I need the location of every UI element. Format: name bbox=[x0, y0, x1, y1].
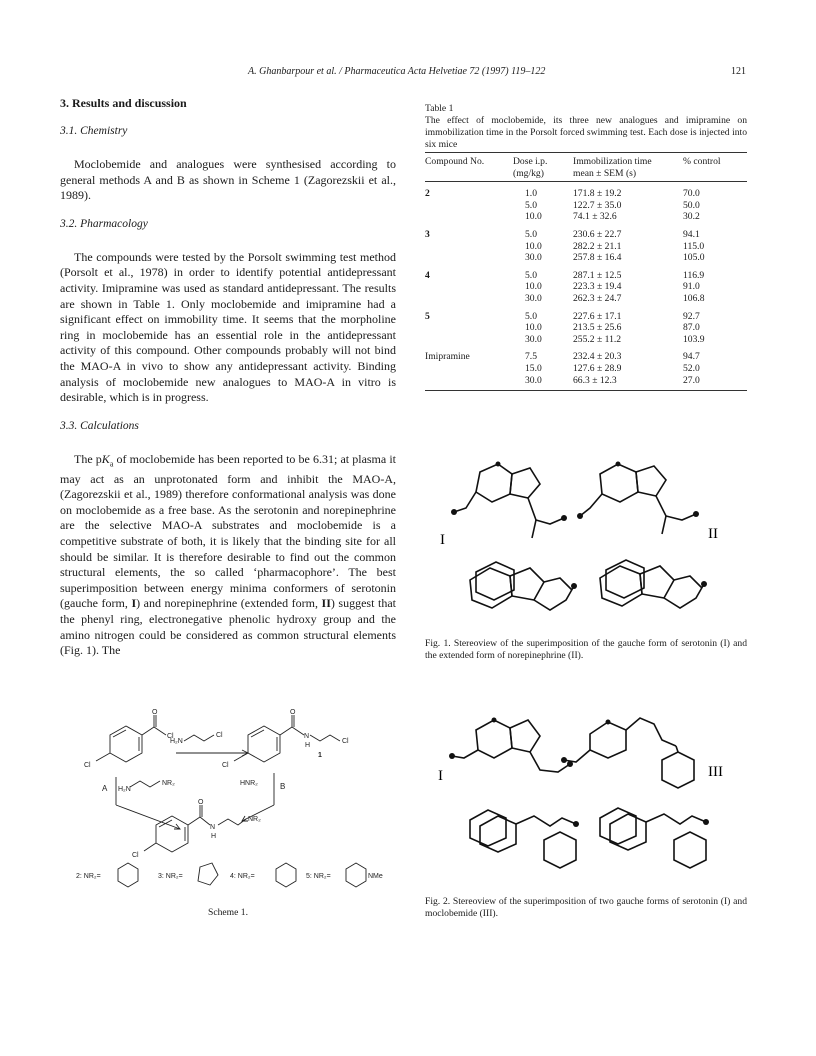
header-control: % control bbox=[683, 153, 747, 168]
dose-cell: 10.0 bbox=[525, 240, 542, 252]
fig1-ring bbox=[510, 568, 544, 600]
section-heading-results: 3. Results and discussion bbox=[60, 96, 187, 110]
fig1-atom bbox=[577, 513, 583, 519]
fig2-ring bbox=[480, 816, 516, 852]
paragraph-chemistry: Moclobemide and analogues were synthesised according to general methods A and B as shown in Scheme 1 (Zagorezskii et al., 1989). bbox=[60, 157, 396, 203]
fig2-ring bbox=[662, 752, 694, 788]
fig2-ring bbox=[590, 722, 626, 758]
subsection-heading-chemistry: 3.1. Chemistry bbox=[60, 125, 128, 137]
control-cell: 91.0 bbox=[683, 281, 700, 293]
scheme-bond bbox=[184, 735, 214, 741]
table-row bbox=[425, 334, 747, 346]
fig2-ring bbox=[600, 808, 636, 844]
scheme-bond bbox=[154, 727, 166, 735]
running-header bbox=[0, 66, 816, 82]
scheme-atom-O: O bbox=[198, 799, 204, 806]
scheme-bond bbox=[96, 753, 110, 761]
control-cell: 87.0 bbox=[683, 322, 700, 334]
control-cell: 106.8 bbox=[683, 292, 705, 304]
time-cell: 171.8 ± 19.2 bbox=[573, 188, 622, 200]
fig1-ring bbox=[600, 464, 638, 502]
scheme-nr2: NR₂ bbox=[248, 816, 261, 823]
scheme-atom-O: O bbox=[152, 709, 158, 716]
scheme-reagent-A: H₂N bbox=[118, 786, 131, 793]
scheme-bond bbox=[188, 817, 200, 825]
scheme-bond bbox=[310, 735, 340, 741]
calc-text-part: of moclobemide has been reported to be 6.31; at plasma it may act as an unprotonated form and inhibit the MAO-A, (Zagorezskii et al., 1989) therefore conformational analysis was done on moclobemide as a free base. As the serotonin and norepinephrine are the selective MAO-A substrates and moclobemide is a competitive substrate of both, it is likely that the binding site for all should be similar. It is therefore desirable to find out the common structural elements, the so called ‘pharmacophore’. The best superimposition between energy minima conformers of serotonin (gauche form, bbox=[60, 451, 397, 611]
time-cell: 122.7 ± 35.0 bbox=[573, 199, 622, 211]
control-cell: 115.0 bbox=[683, 240, 705, 252]
time-cell: 227.6 ± 17.1 bbox=[573, 310, 622, 322]
table-row bbox=[425, 281, 747, 293]
dose-cell: 30.0 bbox=[525, 252, 542, 264]
scheme-nme: NMe bbox=[368, 873, 383, 880]
fig2-atom bbox=[561, 757, 567, 763]
time-cell: 255.2 ± 11.2 bbox=[573, 333, 622, 345]
control-cell: 103.9 bbox=[683, 333, 705, 345]
scheme-bond bbox=[142, 727, 154, 735]
scheme-atom-N: N bbox=[304, 733, 310, 740]
fig1-ring bbox=[476, 562, 514, 600]
header-dose: Dose i.p. bbox=[513, 153, 573, 168]
dose-cell: 1.0 bbox=[525, 188, 537, 200]
calc-text-part: ) and norepinephrine (extended form, bbox=[136, 596, 322, 611]
scheme-reagent-B: HNR₂ bbox=[240, 780, 258, 787]
scheme-benzene-ring bbox=[248, 726, 280, 762]
dose-cell: 5.0 bbox=[525, 199, 537, 211]
time-cell: 127.6 ± 28.9 bbox=[573, 362, 622, 374]
fig1-bond bbox=[662, 516, 666, 534]
dose-cell: 10.0 bbox=[525, 322, 542, 334]
fig2-bond bbox=[646, 814, 706, 824]
fig2-ring bbox=[510, 720, 540, 752]
fig1-label-II: II bbox=[708, 526, 718, 542]
time-cell: 223.3 ± 19.4 bbox=[573, 281, 622, 293]
fig1-atom bbox=[693, 511, 699, 517]
fig2-atom bbox=[703, 819, 709, 825]
compound-no: 4 bbox=[425, 269, 430, 281]
table-row bbox=[425, 305, 747, 323]
dose-cell: 5.0 bbox=[525, 269, 537, 281]
table-row bbox=[425, 200, 747, 212]
scheme-atom-Cl: Cl bbox=[222, 762, 229, 769]
paragraph-calculations bbox=[60, 452, 396, 659]
fig1-bond bbox=[544, 578, 572, 590]
page-number: 121 bbox=[731, 66, 746, 77]
fig2-ring bbox=[470, 810, 506, 846]
fig2-atom bbox=[573, 821, 579, 827]
control-cell: 27.0 bbox=[683, 375, 747, 391]
time-cell: 262.3 ± 24.7 bbox=[573, 292, 622, 304]
fig1-atom bbox=[571, 583, 577, 589]
scheme-atom-N: N bbox=[210, 824, 216, 831]
fig2-label-III: III bbox=[708, 764, 723, 780]
fig1-ring bbox=[606, 560, 644, 598]
fig2-ring bbox=[610, 814, 646, 850]
fig2-ring bbox=[544, 832, 576, 868]
scheme-atom-H: H bbox=[211, 833, 217, 840]
fig1-bond bbox=[656, 496, 696, 520]
scheme-bond bbox=[251, 730, 264, 737]
figure1-stereoview bbox=[440, 450, 740, 630]
paragraph-pharmacology: The compounds were tested by the Porsolt swimming test method (Porsolt et al., 1978) in order to identify potential antidepressant activity. Imipramine was used as standard antidepressant. The results are shown in Table 1. Only moclobemide and imipramine had a significant effect on immobility time. It seems that the morpholine ring in moclobemide has an essential role in the antidepressant activity of this compound. Other compounds probably will not bind the MAO-A in vivo to show any antidepressant activity. Binding analysis of moclobemide new analogues to MAO-A in vitro is desirable, which is in progress. bbox=[60, 249, 396, 405]
header-compound: Compound No. bbox=[425, 153, 513, 168]
control-cell: 30.2 bbox=[683, 211, 700, 223]
scheme-bond bbox=[292, 727, 304, 735]
time-cell: 66.3 ± 12.3 bbox=[573, 375, 683, 391]
fig1-label-I: I bbox=[440, 532, 445, 548]
morpholine-ring bbox=[118, 863, 138, 887]
control-cell: 94.7 bbox=[683, 351, 700, 363]
calc-text-part: ) suggest that the phenyl ring, electronegative phenolic hydroxy group and the amino nitrogen could be considered as common structural elements (Fig. 1). The bbox=[60, 596, 396, 658]
control-cell: 92.7 bbox=[683, 310, 700, 322]
scheme1-label: Scheme 1. bbox=[208, 907, 248, 918]
scheme-compound-1: 1 bbox=[318, 752, 322, 759]
dose-cell: 15.0 bbox=[525, 362, 542, 374]
calc-ref-II: II bbox=[321, 596, 331, 611]
scheme-atom-Cl: Cl bbox=[132, 852, 139, 859]
compound-no: 5 bbox=[425, 310, 430, 322]
table-row bbox=[425, 223, 747, 241]
time-cell: 232.4 ± 20.3 bbox=[573, 351, 622, 363]
control-cell: 116.9 bbox=[683, 269, 705, 281]
methylpiperazine-ring bbox=[346, 863, 366, 887]
fig2-atom bbox=[567, 761, 573, 767]
header-dose-unit: (mg/kg) bbox=[513, 168, 573, 182]
fig2-bond bbox=[626, 718, 676, 746]
scheme-atom-Cl: Cl bbox=[84, 762, 91, 769]
scheme-bond bbox=[280, 727, 292, 735]
scheme-atom-O: O bbox=[290, 709, 296, 716]
subsection-heading-pharmacology: 3.2. Pharmacology bbox=[60, 217, 148, 230]
calc-text-part: The p bbox=[74, 451, 102, 466]
header-immobilization-unit: mean ± SEM (s) bbox=[573, 168, 683, 182]
time-cell: 213.5 ± 25.6 bbox=[573, 322, 622, 334]
fig1-bond bbox=[454, 492, 476, 512]
fig2-bond bbox=[564, 750, 590, 762]
fig1-atom bbox=[616, 462, 621, 467]
table1-caption-text: The effect of moclobemide, its three new analogues and imipramine on immobilization time in the Porsolt forced swimming test. Each dose is injected into six mice bbox=[425, 115, 747, 150]
fig1-ring bbox=[510, 468, 540, 498]
scheme-atom-Cl: Cl bbox=[167, 733, 174, 740]
compound-no: 3 bbox=[425, 228, 430, 240]
fig2-atom bbox=[606, 720, 611, 725]
dose-cell: 5.0 bbox=[525, 310, 537, 322]
fig2-atom bbox=[449, 753, 455, 759]
figure2-caption: Fig. 2. Stereoview of the superimposition of two gauche forms of serotonin (I) and moclobemide (III). bbox=[425, 896, 747, 919]
fig1-bond bbox=[528, 498, 564, 524]
fig2-bond bbox=[516, 816, 576, 826]
dose-cell: 30.0 bbox=[525, 292, 542, 304]
scheme-bond bbox=[218, 819, 246, 825]
piperidine-ring bbox=[276, 863, 296, 887]
fig1-bond bbox=[580, 494, 602, 516]
table-row bbox=[425, 293, 747, 305]
time-cell: 287.1 ± 12.5 bbox=[573, 269, 622, 281]
scheme-bond bbox=[144, 843, 156, 851]
table-row bbox=[425, 264, 747, 282]
control-cell: 105.0 bbox=[683, 252, 705, 264]
subsection-heading-calculations: 3.3. Calculations bbox=[60, 419, 139, 432]
time-cell: 230.6 ± 22.7 bbox=[573, 228, 622, 240]
table-row bbox=[425, 322, 747, 334]
fig2-ring bbox=[674, 832, 706, 868]
dose-cell: 30.0 bbox=[525, 333, 542, 345]
table1 bbox=[425, 152, 747, 391]
dose-cell: 5.0 bbox=[525, 228, 537, 240]
left-column bbox=[60, 96, 396, 659]
header-immobilization: Immobilization time bbox=[573, 153, 683, 168]
fig1-ring bbox=[476, 464, 512, 502]
fig2-ring bbox=[476, 720, 512, 758]
table-row bbox=[425, 182, 747, 200]
scheme-atom-Cl: Cl bbox=[216, 732, 223, 739]
scheme-nr2: NR₂ bbox=[162, 780, 175, 787]
scheme-bond bbox=[159, 820, 172, 827]
fig2-label-I: I bbox=[438, 768, 443, 784]
scheme-atom-Cl: Cl bbox=[342, 738, 349, 745]
scheme-r3-label: 3: NR₂= bbox=[158, 873, 183, 880]
fig1-atom bbox=[451, 509, 457, 515]
fig1-atom bbox=[561, 515, 567, 521]
figure1-caption: Fig. 1. Stereoview of the superimposition of the gauche form of serotonin (I) and the extended form of norepinephrine (II). bbox=[425, 638, 747, 661]
table-row bbox=[425, 345, 747, 363]
scheme-method-A: A bbox=[102, 784, 108, 793]
dose-cell: 30.0 bbox=[513, 375, 573, 391]
scheme-bond bbox=[113, 730, 126, 737]
control-cell: 52.0 bbox=[683, 362, 700, 374]
dose-cell: 10.0 bbox=[525, 281, 542, 293]
time-cell: 282.2 ± 21.1 bbox=[573, 240, 622, 252]
scheme-r2-label: 2: NR₂= bbox=[76, 873, 101, 880]
scheme-reagent-amine: H₂N bbox=[170, 738, 183, 745]
scheme-bond bbox=[234, 753, 248, 761]
scheme1-diagram bbox=[70, 705, 400, 905]
time-cell: 257.8 ± 16.4 bbox=[573, 252, 622, 264]
control-cell: 94.1 bbox=[683, 228, 700, 240]
scheme-r4-label: 4: NR₂= bbox=[230, 873, 255, 880]
time-cell: 74.1 ± 32.6 bbox=[573, 211, 617, 223]
scheme-method-B: B bbox=[280, 782, 286, 791]
dose-cell: 10.0 bbox=[525, 211, 542, 223]
fig2-bond bbox=[676, 746, 678, 752]
calc-ref-I: I bbox=[131, 596, 137, 611]
control-cell: 70.0 bbox=[683, 188, 700, 200]
fig1-bond bbox=[674, 576, 702, 588]
scheme-bond bbox=[130, 781, 160, 787]
dose-cell: 7.5 bbox=[525, 351, 537, 363]
fig2-atom bbox=[492, 718, 497, 723]
fig2-bond bbox=[452, 750, 478, 758]
control-cell: 50.0 bbox=[683, 199, 700, 211]
table-row bbox=[425, 252, 747, 264]
fig1-bond bbox=[532, 520, 536, 538]
journal-running-title: A. Ghanbarpour et al. / Pharmaceutica Acta Helvetiae 72 (1997) 119–122 bbox=[248, 66, 546, 77]
table1-caption bbox=[425, 103, 747, 151]
table-row bbox=[425, 375, 747, 391]
scheme-bond bbox=[200, 817, 210, 825]
table-row bbox=[425, 241, 747, 253]
pyrrolidine-ring bbox=[198, 863, 218, 885]
fig1-ring bbox=[636, 466, 666, 496]
fig1-atom bbox=[496, 462, 501, 467]
table-row bbox=[425, 363, 747, 375]
compound-no: Imipramine bbox=[425, 351, 470, 363]
figure2-stereoview bbox=[440, 700, 740, 890]
scheme-r5-label: 5: NR₂= bbox=[306, 873, 331, 880]
scheme-benzene-ring bbox=[110, 726, 142, 762]
fig1-atom bbox=[701, 581, 707, 587]
calc-pka-subscript: a bbox=[109, 459, 114, 469]
scheme-atom-H: H bbox=[305, 742, 311, 749]
table1-label: Table 1 bbox=[425, 103, 454, 114]
table-row bbox=[425, 211, 747, 223]
fig1-ring bbox=[640, 566, 674, 598]
compound-no: 2 bbox=[425, 188, 430, 200]
calc-pka-k: K bbox=[101, 451, 110, 466]
